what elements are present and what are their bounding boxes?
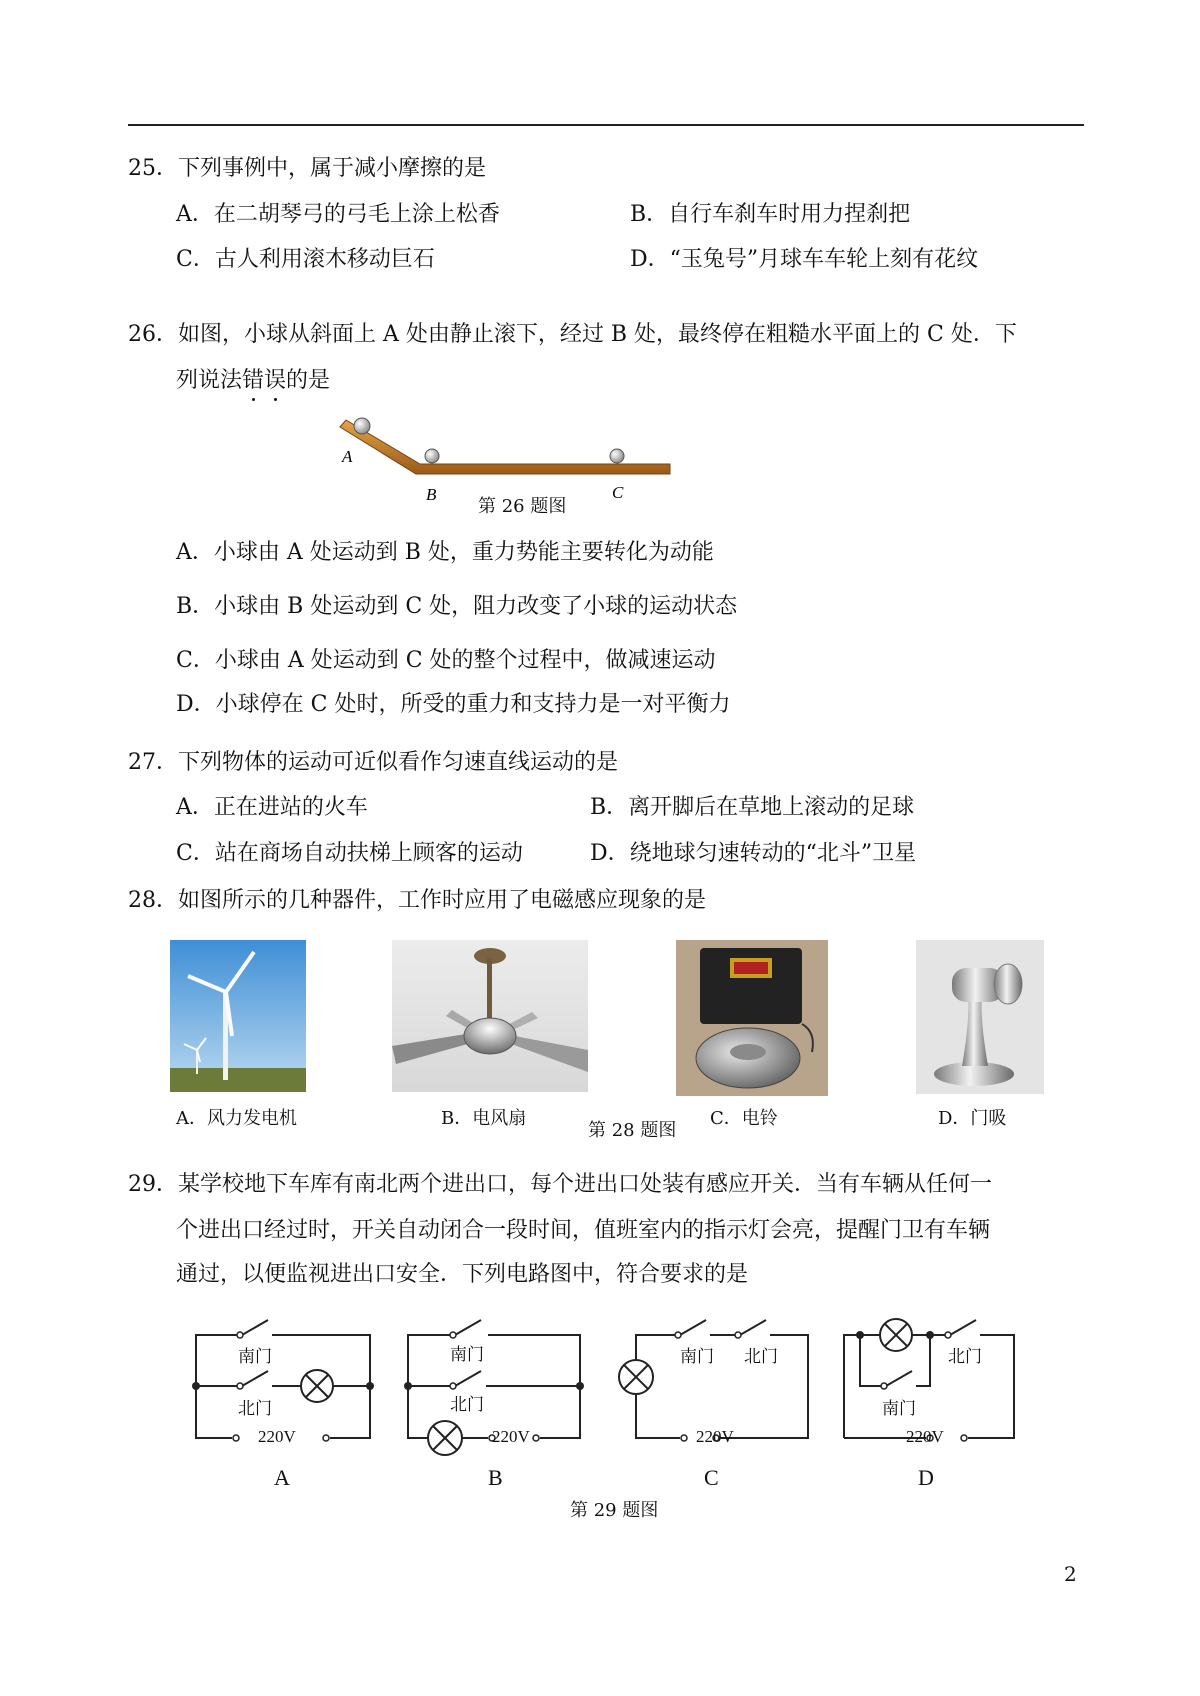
q25-stem: 25．下列事例中，属于减小摩擦的是 bbox=[128, 156, 486, 181]
electric-bell-image bbox=[676, 940, 828, 1096]
label-c: C bbox=[612, 483, 624, 502]
label-a: A bbox=[342, 447, 353, 466]
emphasis-char: 错 bbox=[242, 368, 265, 393]
label-voltage: 220V bbox=[492, 1427, 530, 1446]
q28-label-a: A．风力发电机 bbox=[176, 1108, 297, 1129]
q27-option-b: B．离开脚后在草地上滚动的足球 bbox=[590, 795, 915, 820]
label-south-gate: 南门 bbox=[450, 1345, 484, 1365]
q27-option-d: D．绕地球匀速转动的“北斗”卫星 bbox=[590, 841, 917, 866]
q25-option-a: A．在二胡琴弓的弓毛上涂上松香 bbox=[176, 202, 500, 227]
q28-stem: 28．如图所示的几种器件，工作时应用了电磁感应现象的是 bbox=[128, 888, 706, 913]
ball-c bbox=[610, 449, 624, 463]
q27-option-a: A．正在进站的火车 bbox=[176, 795, 368, 820]
label-voltage: 220V bbox=[696, 1427, 734, 1446]
q29-line1: 29．某学校地下车库有南北两个进出口，每个进出口处装有感应开关．当有车辆从任何一 bbox=[128, 1172, 992, 1197]
q28-caption: 第 28 题图 bbox=[588, 1120, 677, 1141]
circuit-label-c: C bbox=[704, 1465, 719, 1490]
ball-b bbox=[425, 449, 439, 463]
label-b: B bbox=[426, 485, 437, 504]
q27-option-c: C．站在商场自动扶梯上顾客的运动 bbox=[176, 841, 523, 866]
q26-option-c: C．小球由 A 处运动到 C 处的整个过程中，做减速运动 bbox=[176, 648, 716, 673]
door-stop-image bbox=[916, 940, 1044, 1094]
label-north-gate: 北门 bbox=[948, 1347, 982, 1367]
label-north-gate: 北门 bbox=[450, 1395, 484, 1415]
label-voltage: 220V bbox=[906, 1427, 944, 1446]
q26-stem-line2: 列说法错误的是 bbox=[176, 368, 331, 393]
q28-label-d: D．门吸 bbox=[938, 1108, 1007, 1129]
q28-label-c: C．电铃 bbox=[710, 1108, 778, 1129]
q25-option-c: C．古人利用滚木移动巨石 bbox=[176, 247, 435, 272]
q29-line2: 个进出口经过时，开关自动闭合一段时间，值班室内的指示灯会亮，提醒门卫有车辆 bbox=[176, 1218, 991, 1243]
q29-line3: 通过，以便监视进出口安全．下列电路图中，符合要求的是 bbox=[176, 1262, 749, 1287]
q26-option-b: B．小球由 B 处运动到 C 处，阻力改变了小球的运动状态 bbox=[176, 594, 738, 619]
q26-stem-line1: 26．如图，小球从斜面上 A 处由静止滚下，经过 B 处，最终停在粗糙水平面上的 C 处．下 bbox=[128, 322, 1017, 347]
emphasis-char: 误 bbox=[264, 368, 287, 393]
q25-option-b: B．自行车刹车时用力捏刹把 bbox=[630, 202, 911, 227]
q29-caption: 第 29 题图 bbox=[570, 1500, 659, 1521]
ball-a bbox=[354, 418, 370, 434]
label-south-gate: 南门 bbox=[238, 1347, 272, 1367]
q28-label-b: B．电风扇 bbox=[441, 1108, 527, 1129]
circuit-label-b: B bbox=[488, 1465, 503, 1490]
label-south-gate: 南门 bbox=[680, 1347, 714, 1367]
wind-turbine-image bbox=[170, 940, 306, 1092]
q26-option-a: A．小球由 A 处运动到 B 处，重力势能主要转化为动能 bbox=[176, 540, 714, 565]
q26-option-d: D．小球停在 C 处时，所受的重力和支持力是一对平衡力 bbox=[176, 692, 731, 717]
label-north-gate: 北门 bbox=[238, 1399, 272, 1419]
label-north-gate: 北门 bbox=[744, 1347, 778, 1367]
circuit-label-d: D bbox=[918, 1465, 934, 1490]
label-voltage: 220V bbox=[258, 1427, 296, 1446]
ceiling-fan-image bbox=[392, 940, 588, 1092]
q25-option-d: D．“玉兔号”月球车车轮上刻有花纹 bbox=[630, 247, 979, 272]
q29-circuit-diagrams bbox=[0, 1290, 1200, 1530]
q27-stem: 27．下列物体的运动可近似看作匀速直线运动的是 bbox=[128, 750, 618, 775]
label-south-gate: 南门 bbox=[882, 1399, 916, 1419]
q26-caption: 第 26 题图 bbox=[478, 496, 567, 517]
circuit-label-a: A bbox=[274, 1465, 290, 1490]
header-rule bbox=[128, 124, 1084, 126]
page-number: 2 bbox=[1064, 1562, 1077, 1586]
